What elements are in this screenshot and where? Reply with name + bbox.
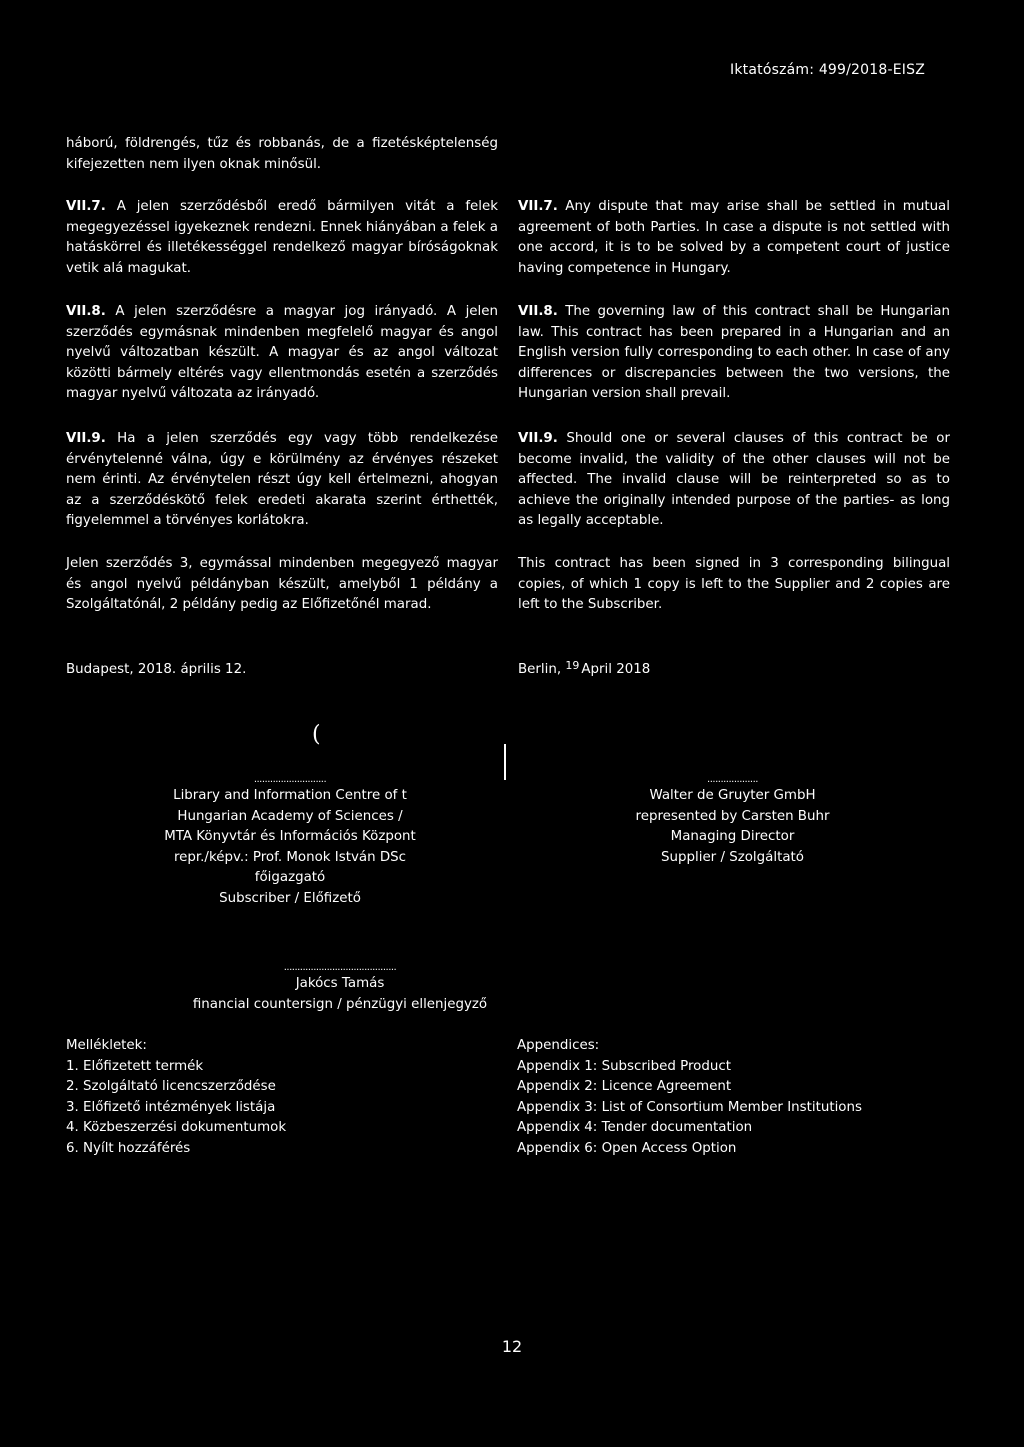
list-item: Appendix 6: Open Access Option [517, 1140, 737, 1156]
subscriber-line-1: Library and Information Centre of t [173, 788, 407, 803]
supplier-line-1: Walter de Gruyter GmbH [649, 788, 816, 803]
list-item: 3. Előfizető intézmények listája [66, 1099, 276, 1115]
signature-stroke [504, 744, 506, 780]
appendices-title-hu: Mellékletek: [66, 1038, 147, 1053]
place-suffix: April 2018 [581, 662, 651, 677]
list-item: 1. Előfizetett termék [66, 1058, 204, 1074]
clause-number: VII.9. [66, 431, 106, 446]
clause-7-en [518, 197, 950, 279]
place-date-en [518, 659, 651, 677]
clause-number: VII.7. [66, 199, 106, 214]
clause-number: VII.8. [66, 304, 106, 319]
clause-8-hu [66, 302, 498, 405]
subscriber-line-3: MTA Könyvtár és Információs Központ [164, 829, 416, 845]
signature-scribble: ( [312, 722, 321, 747]
appendices-hu [66, 1036, 466, 1160]
clause-text: Any dispute that may arise shall be settled in mutual agreement of both Parties. In case a dispute is not settled with one accord, it is to be solved by a competent court of justice having competence in Hungary. [518, 199, 950, 276]
clause-text: Ha a jelen szerződés egy vagy több rendelkezése érvénytelenné válna, úgy e körülmény az érvényes részeket nem érinti. Az érvénytelen részt úgy kell értelmezni, ahogyan az a szerződéskötő felek eredeti akarata szerint érthették, figyelemmel a törvényes korlátokra. [66, 431, 498, 529]
appendices-title-en: Appendices: [517, 1038, 600, 1053]
subscriber-line-2: Hungarian Academy of Sciences / [177, 808, 403, 824]
handwritten-day: 19 [565, 659, 580, 672]
intro-paragraph-hu: háború, földrengés, tűz és robbanás, de a fizetésképtelenség kifejezetten nem ilyen oknak minősül. [66, 136, 498, 172]
subscriber-line-4: repr./képv.: Prof. Monok István DSc [173, 849, 407, 865]
signature-countersign [130, 962, 550, 1015]
appendices-en [517, 1036, 957, 1160]
clause-number: VII.9. [518, 431, 558, 446]
signature-supplier [600, 774, 865, 868]
clause-9-hu [66, 429, 498, 532]
clause-9-en [518, 429, 950, 532]
signature-subscriber [140, 774, 440, 910]
list-item: 2. Szolgáltató licencszerződése [66, 1079, 276, 1095]
clause-text: Should one or several clauses of this contract be or become invalid, the validity of the other clauses will not be affected. The invalid clause will be reinterpreted so as to achieve the originally intended purpose of the parties- as long as legally acceptable. [518, 431, 950, 529]
list-item: Appendix 4: Tender documentation [517, 1120, 753, 1136]
clause-8-en [518, 302, 950, 405]
clause-text: The governing law of this contract shall be Hungarian law. This contract has been prepared in a Hungarian and an English version fully corresponding to each other. In case of any differences or discrepancies between the two versions, the Hungarian version shall prevail. [518, 304, 950, 402]
signature-line: ................... [707, 774, 758, 785]
appendices-list-hu [66, 1057, 466, 1160]
list-item: Appendix 2: Licence Agreement [517, 1079, 732, 1095]
supplier-line-4: Supplier / Szolgáltató [661, 849, 804, 865]
subscriber-line-5: főigazgató [254, 870, 326, 886]
place-date-hu: Budapest, 2018. április 12. [66, 662, 247, 677]
countersign-name: Jakócs Tamás [295, 976, 385, 991]
list-item: Appendix 3: List of Consortium Member Institutions [517, 1099, 862, 1115]
supplier-line-2: represented by Carsten Buhr [635, 808, 830, 824]
clause-number: VII.8. [518, 304, 558, 319]
document-registration-number: Iktatószám: 499/2018-EISZ [730, 62, 925, 78]
list-item: 6. Nyílt hozzáférés [66, 1140, 191, 1156]
countersign-role: financial countersign / pénzügyi ellenjegyző [192, 996, 488, 1012]
signature-line: .......................................... [283, 962, 397, 973]
signature-line: ........................... [253, 774, 327, 785]
place-prefix: Berlin, [518, 662, 566, 677]
page-number: 12 [501, 1337, 523, 1356]
supplier-line-3: Managing Director [670, 829, 795, 845]
list-item: Appendix 1: Subscribed Product [517, 1058, 731, 1074]
clause-text: A jelen szerződésre a magyar jog irányadó. A jelen szerződés egymásnak mindenben megfelelő magyar és angol nyelvű változatban készült. A magyar és az angol változat közötti bármely eltérés vagy ellentmondás esetén a szerződés magyar nyelvű változata az irányadó. [66, 304, 498, 402]
appendices-list-en [517, 1057, 957, 1160]
closing-paragraph-hu: Jelen szerződés 3, egymással mindenben megegyező magyar és angol nyelvű példányban készült, amelyből 1 példány a Szolgáltatónál, 2 példány pedig az Előfizetőnél marad. [66, 556, 498, 613]
closing-paragraph-en: This contract has been signed in 3 corresponding bilingual copies, of which 1 copy is left to the Supplier and 2 copies are left to the Subscriber. [518, 556, 950, 613]
list-item: 4. Közbeszerzési dokumentumok [66, 1120, 287, 1136]
clause-number: VII.7. [518, 199, 558, 214]
clause-text: A jelen szerződésből eredő bármilyen vitát a felek megegyezéssel igyekeznek rendezni. Ennek hiányában a felek a hatáskörrel és illetékességgel rendelkező magyar bíróságoknak vetik alá magukat. [66, 199, 499, 276]
subscriber-line-6: Subscriber / Előfizető [219, 890, 361, 906]
clause-7-hu [66, 197, 498, 279]
